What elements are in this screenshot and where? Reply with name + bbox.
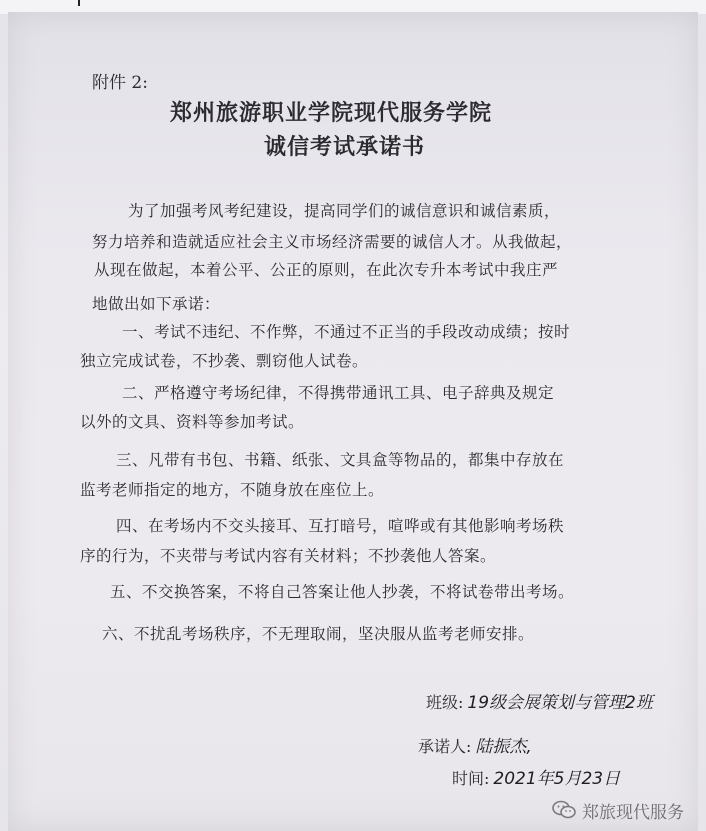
pledge-item-3-cont: 监考老师指定的地方，不随身放在座位上。	[80, 481, 385, 499]
pledge-item-4: 四、在考场内不交头接耳、互打暗号，喧哗或有其他影响考场秩	[116, 517, 565, 535]
pledge-item-3: 三、凡带有书包、书籍、纸张、文具盒等物品的，都集中存放在	[116, 451, 565, 469]
attachment-label: 附件 2:	[92, 73, 148, 93]
pledge-item-2: 二、严格遵守考场纪律，不得携带通讯工具、电子辞典及规定	[122, 384, 555, 402]
wechat-icon	[552, 800, 576, 820]
pledge-item-6: 六、不扰乱考场秩序，不无理取闹，坚决服从监考老师安排。	[102, 625, 535, 643]
date-label: 时间:	[452, 769, 490, 788]
pledge-item-4-cont: 序的行为，不夹带与考试内容有关材料；不抄袭他人答案。	[80, 547, 497, 565]
pledge-item-5: 五、不交换答案，不将自己答案让他人抄袭，不将试卷带出考场。	[110, 583, 575, 601]
watermark	[552, 797, 684, 823]
promisor-signature: 陆振杰,	[475, 737, 532, 757]
class-value: 19级会展策划与管理2班	[467, 693, 653, 713]
pledge-item-1: 一、考试不违纪、不作弊，不通过不正当的手段改动成绩；按时	[122, 323, 571, 341]
class-field	[426, 688, 653, 713]
pledge-item-1-cont: 独立完成试卷，不抄袭、剽窃他人试卷。	[80, 352, 369, 370]
body-line: 努力培养和造就适应社会主义市场经济需要的诚信人才。从我做起，	[92, 233, 573, 251]
document-title-line2: 诚信考试承诺书	[264, 134, 426, 160]
body-line: 从现在做起，本着公平、公正的原则，在此次专升本考试中我庄严	[94, 261, 559, 279]
promisor-field	[418, 732, 532, 757]
pledge-item-2-cont: 以外的文具、资料等参加考试。	[80, 413, 305, 431]
class-label: 班级:	[426, 693, 464, 712]
promisor-label: 承诺人:	[418, 737, 472, 756]
body-line: 为了加强考风考纪建设，提高同学们的诚信意识和诚信素质，	[128, 202, 561, 220]
date-value: 2021年5月23日	[493, 769, 621, 789]
watermark-text: 郑旅现代服务	[582, 802, 684, 823]
document-title-line1: 郑州旅游职业学院现代服务学院	[170, 100, 493, 126]
body-line: 地做出如下承诺：	[92, 295, 221, 313]
top-mark	[78, 0, 80, 6]
date-field	[452, 764, 620, 789]
